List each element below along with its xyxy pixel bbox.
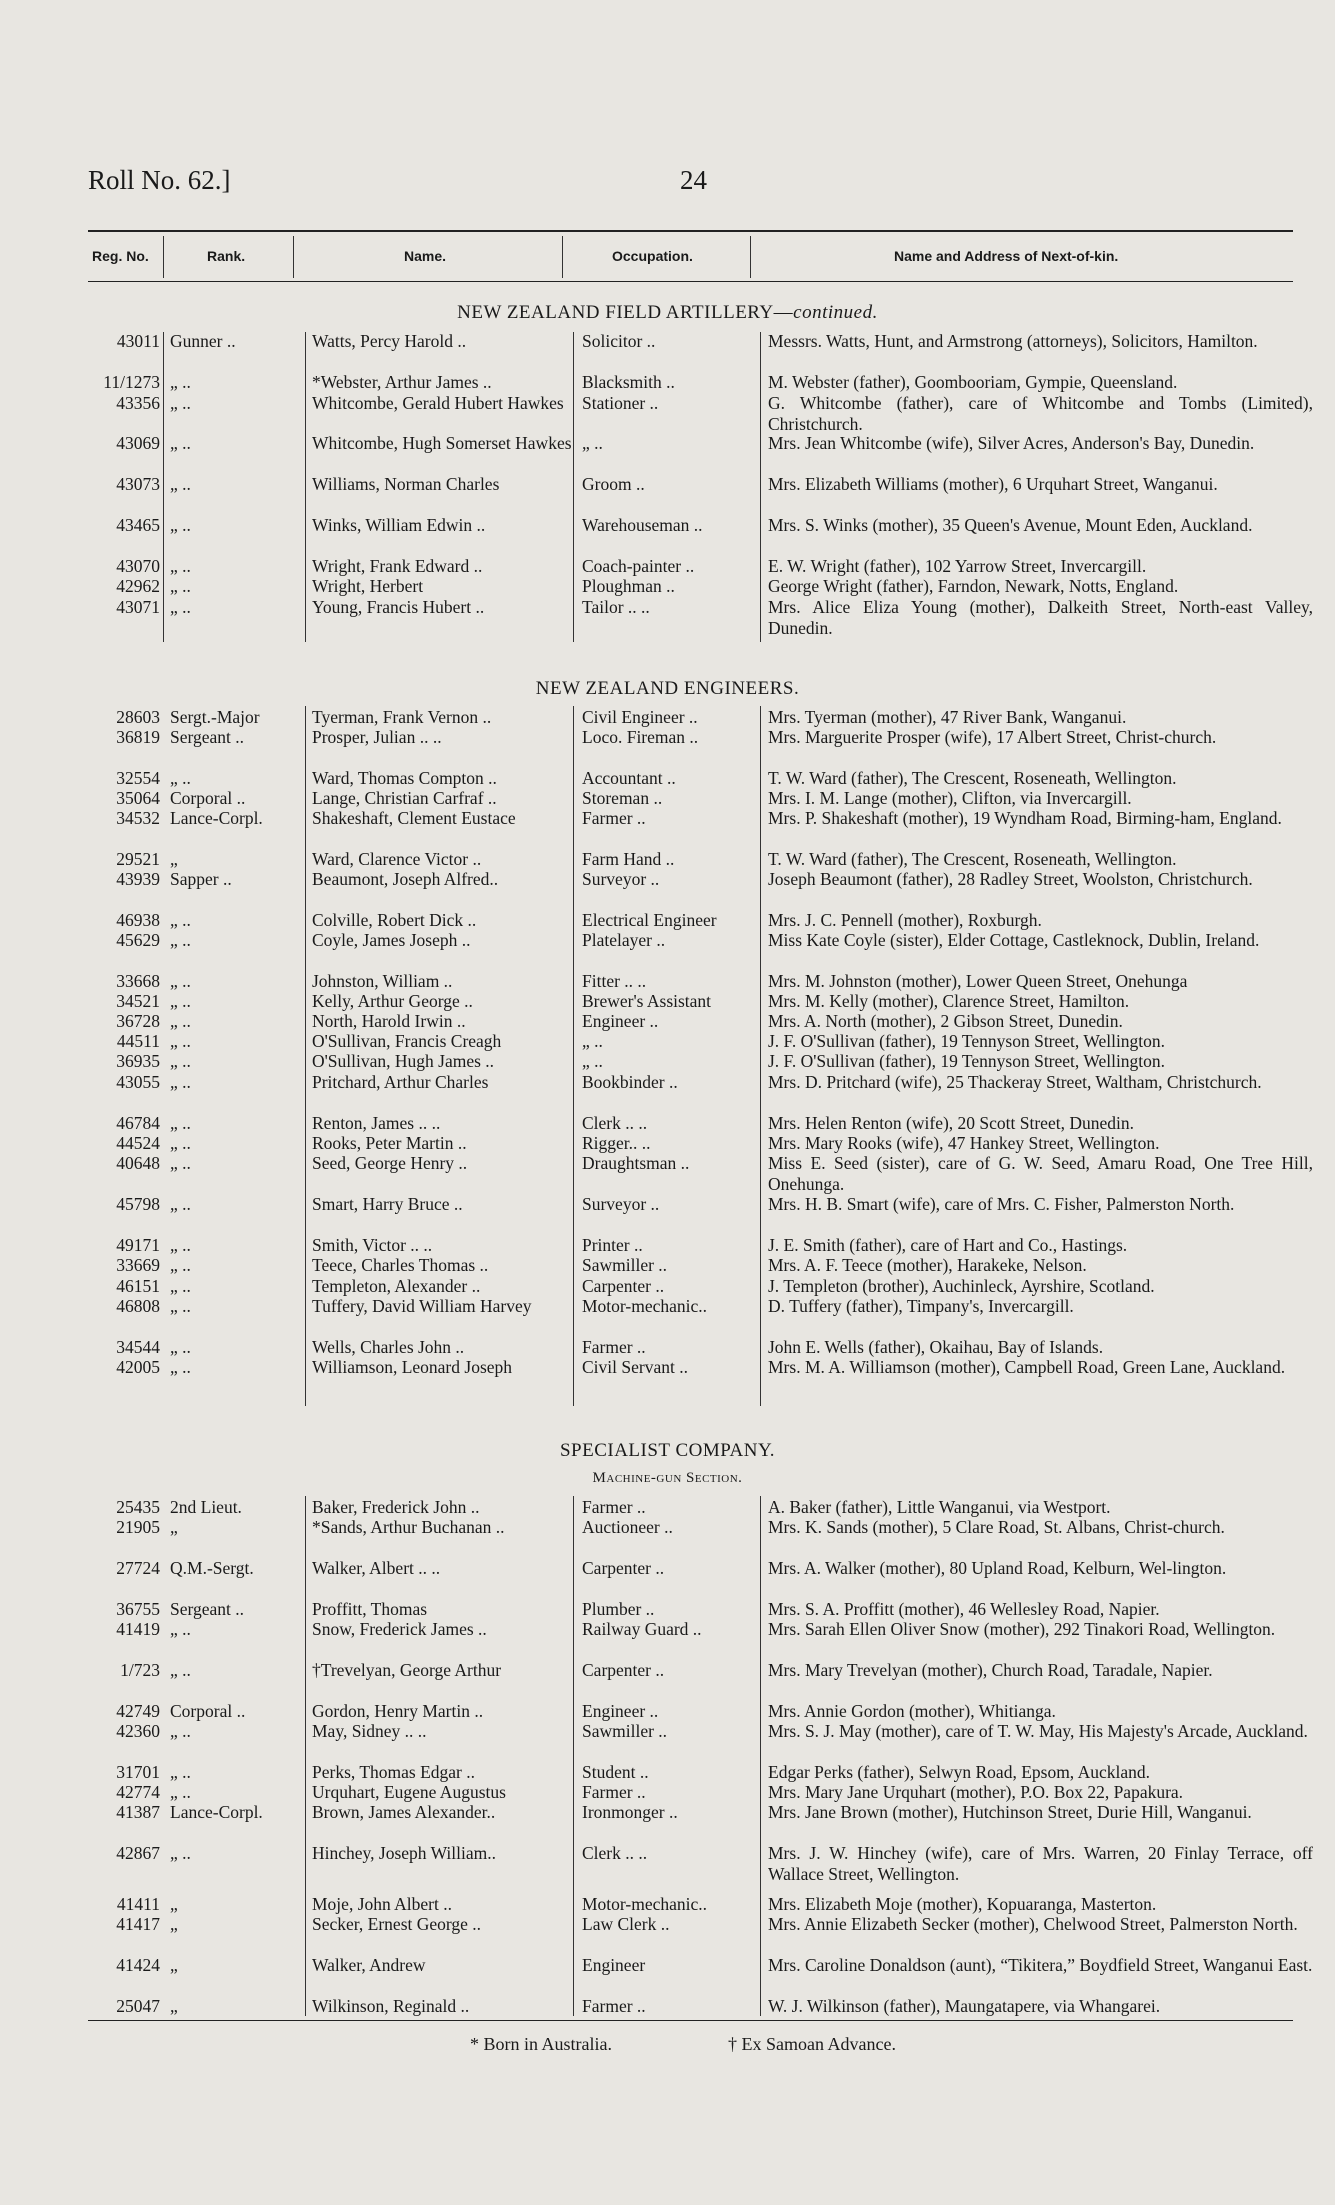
cell-name: Wright, Herbert [312,576,424,596]
cell-rank: „ .. [170,910,191,930]
cell-rank: „ .. [170,372,191,392]
cell-occupation: Engineer [582,1955,646,1975]
cell-rank: „ .. [170,1113,191,1133]
cell-name: Secker, Ernest George .. [312,1914,482,1934]
body-col-divider [760,1496,761,2016]
cell-name: Renton, James .. .. [312,1113,441,1133]
cell-occupation: Carpenter .. [582,1660,665,1680]
cell-next-of-kin: Mrs. J. C. Pennell (mother), Roxburgh. [768,910,1042,930]
cell-reg-no: 36819 [116,727,160,747]
cell-occupation: „ .. [582,1031,603,1051]
cell-name: Ward, Clarence Victor .. [312,849,482,869]
cell-next-of-kin: Mrs. Mary Rooks (wife), 47 Hankey Street, Wellington. [768,1133,1160,1153]
body-col-divider [760,332,761,642]
page-number: 24 [680,165,707,195]
cell-name: Colville, Robert Dick .. [312,910,477,930]
cell-next-of-kin: Mrs. Caroline Donaldson (aunt), “Tikitera,” Boydfield Street, Wanganui East. [768,1955,1313,1975]
cell-name: Snow, Frederick James .. [312,1619,487,1639]
cell-reg-no: 33669 [116,1255,160,1275]
cell-occupation: Surveyor .. [582,869,660,889]
cell-name: Watts, Percy Harold .. [312,331,467,351]
cell-rank: „ .. [170,433,191,453]
cell-rank: „ .. [170,1357,191,1377]
cell-reg-no: 42749 [116,1701,160,1721]
cell-name: Whitcombe, Gerald Hubert Hawkes [312,393,564,413]
cell-rank: „ .. [170,1235,191,1255]
footnote-born-australia: * Born in Australia. [470,2034,612,2054]
cell-next-of-kin: M. Webster (father), Goombooriam, Gympie, Queensland. [768,372,1178,392]
cell-next-of-kin: T. W. Ward (father), The Crescent, Roseneath, Wellington. [768,849,1177,869]
cell-reg-no: 42360 [116,1721,160,1741]
cell-reg-no: 34521 [116,991,160,1011]
cell-name: Wright, Frank Edward .. [312,556,483,576]
cell-reg-no: 46151 [116,1276,160,1296]
cell-name: Perks, Thomas Edgar .. [312,1762,475,1782]
cell-occupation: Groom .. [582,474,645,494]
cell-reg-no: 43465 [116,515,160,535]
section-title-specialist: SPECIALIST COMPANY. [559,1440,776,1461]
cell-name: Smart, Harry Bruce .. [312,1194,463,1214]
roll-number: Roll No. 62.] [88,165,231,195]
cell-next-of-kin: Mrs. Tyerman (mother), 47 River Bank, Wanganui. [768,707,1127,727]
section-title-continued: continued. [793,302,878,323]
cell-rank: „ .. [170,1619,191,1639]
cell-reg-no: 33668 [116,971,160,991]
cell-name: Ward, Thomas Compton .. [312,768,497,788]
cell-reg-no: 36935 [116,1051,160,1071]
cell-rank: „ .. [170,1153,191,1173]
cell-name: Baker, Frederick John .. [312,1497,480,1517]
cell-reg-no: 36728 [116,1011,160,1031]
cell-name: Beaumont, Joseph Alfred.. [312,869,499,889]
cell-occupation: Engineer .. [582,1701,659,1721]
cell-occupation: Farmer .. [582,1996,646,2016]
cell-occupation: Railway Guard .. [582,1619,702,1639]
cell-reg-no: 45798 [116,1194,160,1214]
cell-next-of-kin: Mrs. Mary Trevelyan (mother), Church Road, Taradale, Napier. [768,1660,1213,1680]
cell-rank: Q.M.-Sergt. [170,1558,254,1578]
cell-reg-no: 32554 [116,768,160,788]
cell-next-of-kin: J. Templeton (brother), Auchinleck, Ayrshire, Scotland. [768,1276,1155,1296]
cell-rank: Corporal .. [170,788,246,808]
cell-rank: „ .. [170,1843,191,1863]
cell-reg-no: 34544 [116,1337,160,1357]
cell-occupation: Engineer .. [582,1011,659,1031]
cell-reg-no: 25435 [116,1497,160,1517]
cell-reg-no: 44524 [116,1133,160,1153]
cell-next-of-kin: Miss Kate Coyle (sister), Elder Cottage, Castleknock, Dublin, Ireland. [768,930,1260,950]
cell-occupation: Brewer's Assistant [582,991,712,1011]
col-divider [293,236,294,278]
cell-occupation: Ploughman .. [582,576,675,596]
cell-name: Walker, Albert .. .. [312,1558,441,1578]
cell-occupation: Draughtsman .. [582,1153,690,1173]
cell-name: Gordon, Henry Martin .. [312,1701,484,1721]
cell-next-of-kin: Mrs. Annie Elizabeth Secker (mother), Chelwood Street, Palmerston North. [768,1914,1298,1934]
cell-name: Proffitt, Thomas [312,1599,428,1619]
cell-reg-no: 42774 [116,1782,160,1802]
cell-rank: „ .. [170,474,191,494]
cell-occupation: Motor-mechanic.. [582,1894,708,1914]
cell-reg-no: 42867 [116,1843,160,1863]
cell-name: †Trevelyan, George Arthur [312,1660,502,1680]
cell-occupation: Stationer .. [582,393,659,413]
cell-name: Williams, Norman Charles [312,474,500,494]
cell-reg-no: 25047 [116,1996,160,2016]
cell-next-of-kin: Mrs. A. F. Teece (mother), Harakeke, Nelson. [768,1255,1087,1275]
page-header [88,165,1288,205]
cell-occupation: Student .. [582,1762,649,1782]
cell-rank: Sapper .. [170,869,232,889]
cell-name: Tuffery, David William Harvey [312,1296,532,1316]
cell-rank: „ .. [170,1133,191,1153]
cell-name: O'Sullivan, Hugh James .. [312,1051,495,1071]
cell-rank: „ [170,849,178,869]
cell-occupation: Fitter .. .. [582,971,647,991]
footer-rule [88,2020,1293,2021]
cell-name: May, Sidney .. .. [312,1721,427,1741]
cell-occupation: Platelayer .. [582,930,666,950]
header-bottom-rule [88,281,1293,282]
cell-occupation: Tailor .. .. [582,597,650,617]
cell-occupation: „ .. [582,1051,603,1071]
cell-reg-no: 28603 [116,707,160,727]
cell-rank: „ .. [170,576,191,596]
cell-next-of-kin: Mrs. A. Walker (mother), 80 Upland Road, Kelburn, Wel-lington. [768,1558,1227,1578]
cell-rank: Lance-Corpl. [170,808,263,828]
cell-name: Young, Francis Hubert .. [312,597,485,617]
cell-name: Templeton, Alexander .. [312,1276,481,1296]
cell-rank: „ .. [170,971,191,991]
body-col-divider [305,332,306,642]
cell-next-of-kin: Mrs. I. M. Lange (mother), Clifton, via Invercargill. [768,788,1132,808]
cell-next-of-kin: Mrs. J. W. Hinchey (wife), care of Mrs. Warren, 20 Finlay Terrace, off Wallace Street, Wellington. [768,1843,1313,1884]
body-col-divider [760,706,761,1406]
cell-rank: „ [170,1914,178,1934]
cell-occupation: Storeman .. [582,788,663,808]
cell-reg-no: 41424 [116,1955,160,1975]
cell-occupation: Ironmonger .. [582,1802,678,1822]
cell-reg-no: 21905 [116,1517,160,1537]
col-rank-header: Rank. [207,248,246,264]
cell-occupation: Clerk .. .. [582,1113,648,1133]
col-divider [562,236,563,278]
cell-next-of-kin: Mrs. Marguerite Prosper (wife), 17 Albert Street, Christ-church. [768,727,1217,747]
cell-reg-no: 41411 [116,1894,160,1914]
col-reg-header: Reg. No. [92,248,149,264]
cell-next-of-kin: Mrs. Helen Renton (wife), 20 Scott Street, Dunedin. [768,1113,1134,1133]
cell-next-of-kin: Mrs. Jane Brown (mother), Hutchinson Street, Durie Hill, Wanganui. [768,1802,1252,1822]
cell-reg-no: 43055 [116,1072,160,1092]
cell-rank: „ .. [170,930,191,950]
cell-reg-no: 42962 [116,576,160,596]
cell-next-of-kin: Mrs. S. A. Proffitt (mother), 46 Wellesley Road, Napier. [768,1599,1160,1619]
cell-occupation: Warehouseman .. [582,515,703,535]
section-title-text: NEW ZEALAND FIELD ARTILLERY— [457,302,794,323]
col-occupation-header: Occupation. [612,248,693,264]
cell-rank: „ .. [170,1337,191,1357]
cell-name: Williamson, Leonard Joseph [312,1357,513,1377]
cell-rank: Sergeant .. [170,1599,245,1619]
cell-name: Smith, Victor .. .. [312,1235,433,1255]
cell-rank: „ .. [170,1782,191,1802]
cell-name: Hinchey, Joseph William.. [312,1843,496,1863]
cell-name: Moje, John Albert .. [312,1894,452,1914]
cell-name: Urquhart, Eugene Augustus [312,1782,506,1802]
cell-rank: „ [170,1894,178,1914]
cell-reg-no: 44511 [116,1031,160,1051]
cell-reg-no: 1/723 [120,1660,160,1680]
cell-name: Seed, George Henry .. [312,1153,468,1173]
cell-next-of-kin: Mrs. Mary Jane Urquhart (mother), P.O. Box 22, Papakura. [768,1782,1184,1802]
col-nok-header: Name and Address of Next-of-kin. [894,248,1119,264]
cell-rank: Lance-Corpl. [170,1802,263,1822]
col-name-header: Name. [404,248,447,264]
cell-reg-no: 27724 [116,1558,160,1578]
cell-rank: „ .. [170,1762,191,1782]
cell-next-of-kin: J. E. Smith (father), care of Hart and Co., Hastings. [768,1235,1128,1255]
cell-next-of-kin: Joseph Beaumont (father), 28 Radley Street, Woolston, Christchurch. [768,869,1253,889]
cell-next-of-kin: Mrs. Sarah Ellen Oliver Snow (mother), 292 Tinakori Road, Wellington. [768,1619,1276,1639]
cell-reg-no: 49171 [116,1235,160,1255]
cell-reg-no: 40648 [116,1153,160,1173]
cell-rank: „ [170,1955,178,1975]
cell-name: Whitcombe, Hugh Somerset Hawkes [312,433,572,453]
cell-occupation: Civil Engineer .. [582,707,698,727]
cell-name: Wells, Charles John .. [312,1337,465,1357]
cell-reg-no: 11/1273 [103,372,160,392]
cell-next-of-kin: Messrs. Watts, Hunt, and Armstrong (attorneys), Solicitors, Hamilton. [768,331,1258,351]
col-divider [750,236,751,278]
cell-occupation: Solicitor .. [582,331,656,351]
cell-name: Rooks, Peter Martin .. [312,1133,467,1153]
cell-rank: „ .. [170,768,191,788]
cell-name: Wilkinson, Reginald .. [312,1996,470,2016]
cell-occupation: Sawmiller .. [582,1721,668,1741]
cell-name: O'Sullivan, Francis Creagh [312,1031,502,1051]
cell-next-of-kin: J. F. O'Sullivan (father), 19 Tennyson Street, Wellington. [768,1031,1166,1051]
cell-occupation: Farmer .. [582,1497,646,1517]
cell-occupation: Electrical Engineer [582,910,717,930]
cell-occupation: Farmer .. [582,1337,646,1357]
cell-next-of-kin: Mrs. P. Shakeshaft (mother), 19 Wyndham Road, Birming-ham, England. [768,808,1282,828]
cell-reg-no: 43939 [116,869,160,889]
body-col-divider [305,1496,306,2016]
cell-occupation: Carpenter .. [582,1558,665,1578]
cell-rank: Gunner .. [170,331,236,351]
cell-reg-no: 34532 [116,808,160,828]
cell-occupation: Accountant .. [582,768,676,788]
cell-rank: Sergeant .. [170,727,245,747]
cell-occupation: Loco. Fireman .. [582,727,699,747]
section-subtitle-machine-gun: Machine-gun Section. [592,1470,743,1486]
cell-rank: „ .. [170,1276,191,1296]
cell-occupation: Motor-mechanic.. [582,1296,708,1316]
cell-reg-no: 46808 [116,1296,160,1316]
cell-next-of-kin: Miss E. Seed (sister), care of G. W. Seed, Amaru Road, One Tree Hill, Onehunga. [768,1153,1313,1194]
cell-reg-no: 43071 [116,597,160,617]
cell-reg-no: 46784 [116,1113,160,1133]
cell-next-of-kin: E. W. Wright (father), 102 Yarrow Street, Invercargill. [768,556,1147,576]
cell-next-of-kin: Mrs. M. Kelly (mother), Clarence Street, Hamilton. [768,991,1130,1011]
cell-rank: „ .. [170,515,191,535]
cell-name: Walker, Andrew [312,1955,426,1975]
cell-name: Kelly, Arthur George .. [312,991,473,1011]
cell-name: Shakeshaft, Clement Eustace [312,808,516,828]
cell-reg-no: 42005 [116,1357,160,1377]
section-title-engineers: NEW ZEALAND ENGINEERS. [535,678,800,699]
cell-next-of-kin: John E. Wells (father), Okaihau, Bay of Islands. [768,1337,1104,1357]
cell-next-of-kin: Mrs. S. J. May (mother), care of T. W. May, His Majesty's Arcade, Auckland. [768,1721,1308,1741]
cell-occupation: Carpenter .. [582,1276,665,1296]
cell-next-of-kin: Mrs. Elizabeth Moje (mother), Kopuaranga, Masterton. [768,1894,1157,1914]
footnote-samoan-advance: † Ex Samoan Advance. [728,2034,896,2054]
cell-name: Brown, James Alexander.. [312,1802,496,1822]
cell-rank: „ .. [170,1296,191,1316]
cell-rank: „ .. [170,1011,191,1031]
cell-next-of-kin: Edgar Perks (father), Selwyn Road, Epsom, Auckland. [768,1762,1151,1782]
cell-name: Winks, William Edwin .. [312,515,486,535]
cell-name: North, Harold Irwin .. [312,1011,466,1031]
cell-next-of-kin: Mrs. Alice Eliza Young (mother), Dalkeith Street, North-east Valley, Dunedin. [768,597,1313,638]
cell-occupation: Law Clerk .. [582,1914,670,1934]
body-col-divider [305,706,306,1406]
cell-reg-no: 43356 [116,393,160,413]
cell-next-of-kin: W. J. Wilkinson (father), Maungatapere, via Whangarei. [768,1996,1161,2016]
cell-occupation: Rigger.. .. [582,1133,651,1153]
cell-reg-no: 43070 [116,556,160,576]
cell-next-of-kin: G. Whitcombe (father), care of Whitcombe and Tombs (Limited), Christchurch. [768,393,1313,434]
cell-next-of-kin: Mrs. K. Sands (mother), 5 Clare Road, St. Albans, Christ-church. [768,1517,1225,1537]
cell-reg-no: 43073 [116,474,160,494]
cell-occupation: Coach-painter .. [582,556,695,576]
cell-name: Johnston, William .. [312,971,453,991]
cell-rank: „ .. [170,1721,191,1741]
cell-next-of-kin: Mrs. Elizabeth Williams (mother), 6 Urquhart Street, Wanganui. [768,474,1218,494]
cell-rank: „ .. [170,1255,191,1275]
cell-rank: 2nd Lieut. [170,1497,242,1517]
cell-reg-no: 29521 [116,849,160,869]
cell-reg-no: 31701 [116,1762,160,1782]
cell-name: Coyle, James Joseph .. [312,930,471,950]
cell-occupation: Printer .. [582,1235,643,1255]
cell-occupation: Surveyor .. [582,1194,660,1214]
cell-name: *Webster, Arthur James .. [312,372,492,392]
cell-occupation: Clerk .. .. [582,1843,648,1863]
cell-reg-no: 43011 [116,331,160,351]
cell-occupation: Sawmiller .. [582,1255,668,1275]
cell-next-of-kin: A. Baker (father), Little Wanganui, via Westport. [768,1497,1111,1517]
col-divider [163,236,164,278]
cell-next-of-kin: George Wright (father), Farndon, Newark, Notts, England. [768,576,1179,596]
cell-rank: „ .. [170,1660,191,1680]
body-col-divider [163,332,164,642]
cell-name: Tyerman, Frank Vernon .. [312,707,492,727]
cell-rank: Corporal .. [170,1701,246,1721]
cell-rank: Sergt.-Major [170,707,260,727]
cell-rank: „ .. [170,1194,191,1214]
cell-next-of-kin: Mrs. A. North (mother), 2 Gibson Street, Dunedin. [768,1011,1123,1031]
header-top-rule [88,230,1293,232]
cell-rank: „ .. [170,1031,191,1051]
cell-next-of-kin: Mrs. M. Johnston (mother), Lower Queen Street, Onehunga [768,971,1188,991]
cell-occupation: Farmer .. [582,808,646,828]
cell-name: Lange, Christian Carfraf .. [312,788,497,808]
cell-reg-no: 41417 [116,1914,160,1934]
cell-next-of-kin: Mrs. S. Winks (mother), 35 Queen's Avenue, Mount Eden, Auckland. [768,515,1253,535]
section-title-artillery [0,302,1335,324]
cell-next-of-kin: T. W. Ward (father), The Crescent, Roseneath, Wellington. [768,768,1177,788]
cell-occupation: Civil Servant .. [582,1357,688,1377]
cell-reg-no: 43069 [116,433,160,453]
cell-occupation: Auctioneer .. [582,1517,673,1537]
cell-rank: „ [170,1996,178,2016]
cell-reg-no: 35064 [116,788,160,808]
cell-reg-no: 46938 [116,910,160,930]
cell-occupation: Farmer .. [582,1782,646,1802]
cell-reg-no: 45629 [116,930,160,950]
cell-rank: „ .. [170,1072,191,1092]
cell-next-of-kin: Mrs. D. Pritchard (wife), 25 Thackeray Street, Waltham, Christchurch. [768,1072,1262,1092]
cell-name: Prosper, Julian .. .. [312,727,442,747]
cell-rank: „ .. [170,991,191,1011]
cell-rank: „ .. [170,1051,191,1071]
cell-next-of-kin: J. F. O'Sullivan (father), 19 Tennyson Street, Wellington. [768,1051,1166,1071]
cell-reg-no: 41419 [116,1619,160,1639]
cell-next-of-kin: D. Tuffery (father), Timpany's, Invercargill. [768,1296,1074,1316]
cell-name: *Sands, Arthur Buchanan .. [312,1517,505,1537]
cell-next-of-kin: Mrs. Annie Gordon (mother), Whitianga. [768,1701,1056,1721]
cell-occupation: Farm Hand .. [582,849,675,869]
cell-occupation: „ .. [582,433,603,453]
cell-next-of-kin: Mrs. Jean Whitcombe (wife), Silver Acres, Anderson's Bay, Dunedin. [768,433,1255,453]
cell-occupation: Plumber .. [582,1599,655,1619]
cell-occupation: Blacksmith .. [582,372,675,392]
cell-rank: „ .. [170,597,191,617]
cell-rank: „ [170,1517,178,1537]
cell-rank: „ .. [170,393,191,413]
cell-reg-no: 41387 [116,1802,160,1822]
cell-name: Pritchard, Arthur Charles [312,1072,489,1092]
cell-next-of-kin: Mrs. H. B. Smart (wife), care of Mrs. C. Fisher, Palmerston North. [768,1194,1235,1214]
cell-rank: „ .. [170,556,191,576]
cell-occupation: Bookbinder .. [582,1072,678,1092]
cell-reg-no: 36755 [116,1599,160,1619]
cell-name: Teece, Charles Thomas .. [312,1255,489,1275]
cell-next-of-kin: Mrs. M. A. Williamson (mother), Campbell Road, Green Lane, Auckland. [768,1357,1286,1377]
